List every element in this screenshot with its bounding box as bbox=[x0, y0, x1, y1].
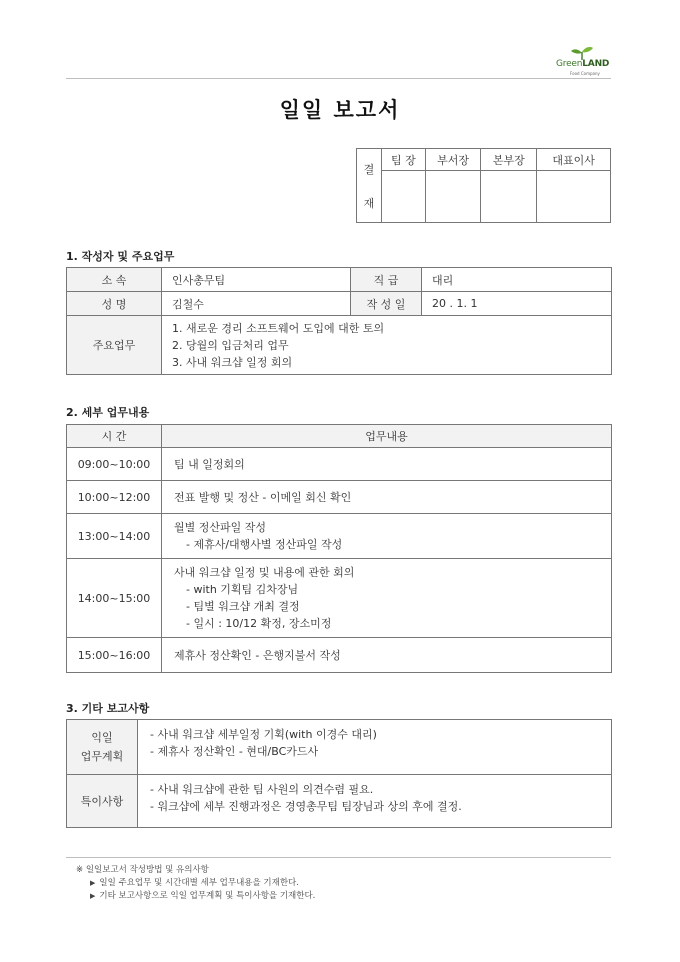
triangle-bullet-icon: ▶ bbox=[90, 892, 96, 900]
approval-role-team-lead: 팀 장 bbox=[382, 149, 426, 171]
time-cell: 13:00~14:00 bbox=[67, 514, 162, 559]
date-value: 20 . 1. 1 bbox=[422, 292, 612, 316]
duties-list bbox=[162, 316, 612, 375]
approval-role-division-head: 본부장 bbox=[481, 149, 537, 171]
signature-box-dept-head[interactable] bbox=[425, 171, 481, 223]
section2-heading: 2. 세부 업무내용 bbox=[66, 406, 150, 419]
signature-box-team-lead[interactable] bbox=[382, 171, 426, 223]
duties-label: 주요업무 bbox=[67, 316, 162, 375]
approval-label: 결 재 bbox=[357, 149, 382, 223]
content-cell: 전표 발행 및 정산 - 이메일 회신 확인 bbox=[162, 481, 612, 514]
table-row bbox=[67, 638, 612, 673]
author-table bbox=[66, 267, 612, 375]
next-day-plan-label: 익일 업무계획 bbox=[67, 720, 138, 775]
note-item: ▶ 일일 주요업무 및 시간대별 세부 업무내용을 기재한다. bbox=[90, 878, 299, 888]
time-cell: 15:00~16:00 bbox=[67, 638, 162, 673]
schedule-table bbox=[66, 424, 612, 673]
content-cell: 사내 워크샵 일정 및 내용에 관한 회의 - with 기획팀 김차장님 - 팀별 워크샵 개최 결정 - 일시 : 10/12 확정, 장소미정 bbox=[162, 559, 612, 638]
next-day-plan-content: - 사내 워크샵 세부일정 기획(with 이경수 대리) - 제휴사 정산확인 - 현대/BC카드사 bbox=[138, 720, 612, 775]
document-title: 일일 보고서 bbox=[279, 98, 401, 122]
approval-role-dept-head: 부서장 bbox=[425, 149, 481, 171]
logo-tagline: Food Company bbox=[570, 71, 600, 76]
sprout-icon bbox=[570, 46, 594, 60]
content-cell: 팀 내 일정회의 bbox=[162, 448, 612, 481]
triangle-bullet-icon: ▶ bbox=[90, 879, 96, 887]
content-cell: 월별 정산파일 작성 - 제휴사/대행사별 정산파일 작성 bbox=[162, 514, 612, 559]
logo-wordmark: GreenLAND bbox=[556, 59, 610, 69]
date-label: 작 성 일 bbox=[351, 292, 422, 316]
position-label: 직 급 bbox=[351, 268, 422, 292]
notes-heading: ※ 일일보고서 작성방법 및 유의사항 bbox=[76, 865, 209, 875]
table-row bbox=[67, 514, 612, 559]
time-column-header: 시 간 bbox=[67, 425, 162, 448]
time-cell: 09:00~10:00 bbox=[67, 448, 162, 481]
table-row bbox=[67, 481, 612, 514]
section1-heading: 1. 작성자 및 주요업무 bbox=[66, 250, 175, 263]
special-notes-content: - 사내 워크샵에 관한 팀 사원의 의견수렴 필요. - 워크샵에 세부 진행과정은 경영총무팀 팀장님과 상의 후에 결정. bbox=[138, 775, 612, 828]
dept-value: 인사총무팀 bbox=[162, 268, 351, 292]
approval-role-ceo: 대표이사 bbox=[537, 149, 611, 171]
time-cell: 10:00~12:00 bbox=[67, 481, 162, 514]
duty-item: 3. 사내 워크샵 일정 회의 bbox=[172, 355, 293, 369]
approval-table bbox=[356, 148, 611, 223]
note-item: ▶ 기타 보고사항으로 익일 업무계획 및 특이사항을 기재한다. bbox=[90, 891, 316, 901]
dept-label: 소 속 bbox=[67, 268, 162, 292]
position-value: 대리 bbox=[422, 268, 612, 292]
content-column-header: 업무내용 bbox=[162, 425, 612, 448]
bottom-divider bbox=[66, 857, 611, 858]
duty-item: 1. 새로운 경리 소프트웨어 도입에 대한 토의 bbox=[172, 321, 385, 335]
time-cell: 14:00~15:00 bbox=[67, 559, 162, 638]
section3-heading: 3. 기타 보고사항 bbox=[66, 702, 150, 715]
special-notes-label: 특이사항 bbox=[67, 775, 138, 828]
top-divider bbox=[66, 78, 611, 79]
signature-box-ceo[interactable] bbox=[537, 171, 611, 223]
guidelines-notes bbox=[76, 864, 315, 903]
other-report-table bbox=[66, 719, 612, 828]
table-row bbox=[67, 559, 612, 638]
name-value: 김철수 bbox=[162, 292, 351, 316]
table-row bbox=[67, 448, 612, 481]
company-logo bbox=[556, 46, 616, 78]
signature-box-division-head[interactable] bbox=[481, 171, 537, 223]
content-cell: 제휴사 정산확인 - 은행지불서 작성 bbox=[162, 638, 612, 673]
duty-item: 2. 당월의 입금처리 업무 bbox=[172, 338, 289, 352]
name-label: 성 명 bbox=[67, 292, 162, 316]
